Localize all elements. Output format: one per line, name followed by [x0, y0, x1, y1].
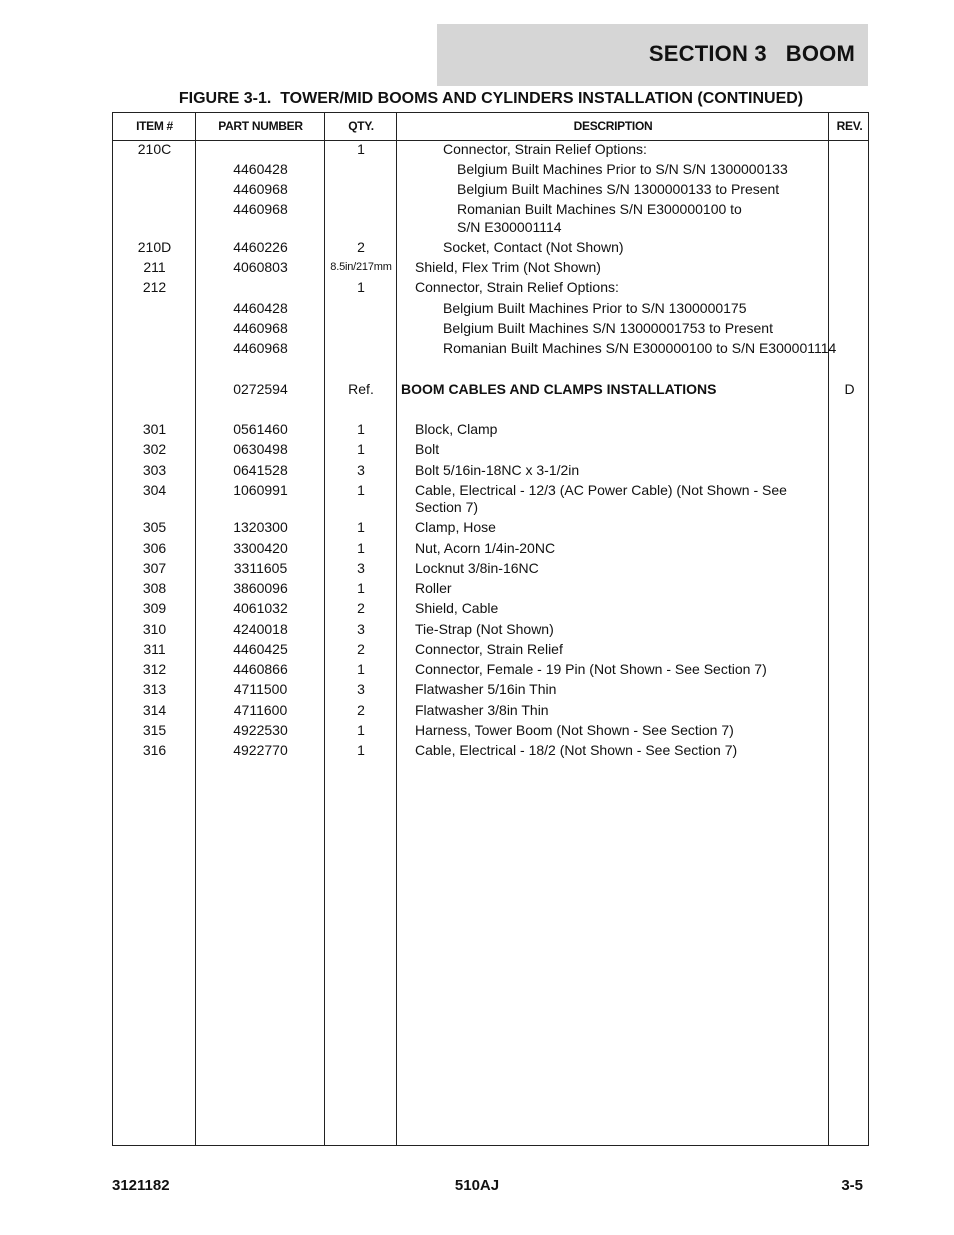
quantity: 1 [357, 519, 365, 535]
part-number: 1060991 [233, 482, 288, 498]
quantity: 3 [357, 462, 365, 478]
part-number: 3860096 [233, 580, 288, 596]
description: Connector, Female - 19 Pin (Not Shown - See Section 7) [415, 661, 767, 677]
parts-table [112, 112, 869, 1146]
item-number: 316 [142, 742, 167, 758]
item-number: 306 [142, 540, 167, 556]
description: Harness, Tower Boom (Not Shown - See Section 7) [415, 722, 734, 738]
quantity: 3 [357, 681, 365, 697]
item-number: 315 [142, 722, 167, 738]
quantity: 3 [357, 560, 365, 576]
footer-doc-number: 3121182 [112, 1177, 170, 1194]
quantity: 1 [357, 141, 365, 157]
part-number: 4460428 [233, 161, 288, 177]
column-header-qty: QTY. [348, 119, 374, 133]
item-number: 303 [142, 462, 167, 478]
description: Clamp, Hose [415, 519, 496, 535]
description: Flatwasher 3/8in Thin [415, 702, 549, 718]
part-number: 4061032 [233, 600, 288, 616]
quantity: 1 [357, 279, 365, 295]
part-number: 4460428 [233, 300, 288, 316]
footer-model: 510AJ [454, 1177, 500, 1194]
part-number: 0272594 [233, 381, 288, 397]
part-number: 4460968 [233, 201, 288, 217]
description: Belgium Built Machines Prior to S/N 1300000175 [443, 300, 747, 316]
description: Flatwasher 5/16in Thin [415, 681, 557, 697]
item-number: 301 [142, 421, 167, 437]
part-number: 0630498 [233, 441, 288, 457]
quantity: 2 [357, 702, 365, 718]
description: Bolt [415, 441, 440, 457]
quantity: 2 [357, 239, 365, 255]
part-number: 4460226 [233, 239, 288, 255]
description: Locknut 3/8in-16NC [415, 560, 539, 576]
description-continued: Section 7) [415, 499, 479, 515]
quantity: 8.5in/217mm [330, 261, 392, 273]
quantity: 1 [357, 482, 365, 498]
part-number: 4711500 [233, 681, 288, 697]
column-header-description: DESCRIPTION [573, 119, 653, 133]
quantity: 1 [357, 540, 365, 556]
item-number: 307 [142, 560, 167, 576]
section-title: SECTION 3 BOOM [648, 41, 855, 66]
description: Nut, Acorn 1/4in-20NC [415, 540, 556, 556]
item-number: 210D [137, 239, 172, 255]
item-number: 309 [142, 600, 167, 616]
description: BOOM CABLES AND CLAMPS INSTALLATIONS [401, 381, 717, 397]
description: Bolt 5/16in-18NC x 3-1/2in [415, 462, 580, 478]
part-number: 4711600 [233, 702, 288, 718]
item-number: 312 [142, 661, 167, 677]
column-header-part-number: PART NUMBER [218, 119, 303, 133]
description: Connector, Strain Relief Options: [415, 279, 619, 295]
part-number: 4922770 [233, 742, 288, 758]
item-number: 311 [143, 641, 166, 657]
part-number: 1320300 [233, 519, 288, 535]
description: Belgium Built Machines S/N 1300000133 to Present [457, 181, 780, 197]
item-number: 308 [142, 580, 167, 596]
item-number: 313 [142, 681, 167, 697]
figure-title: FIGURE 3-1. TOWER/MID BOOMS AND CYLINDERS INSTALLATION (CONTINUED) [178, 90, 804, 107]
quantity: 3 [357, 621, 365, 637]
item-number: 210C [137, 141, 172, 157]
part-number: 4060803 [233, 259, 288, 275]
part-number: 4240018 [233, 621, 288, 637]
description: Connector, Strain Relief [415, 641, 563, 657]
quantity: 2 [357, 641, 365, 657]
description: Belgium Built Machines Prior to S/N S/N 1300000133 [457, 161, 788, 177]
description: Shield, Cable [415, 600, 499, 616]
description: Belgium Built Machines S/N 13000001753 to Present [443, 320, 773, 336]
item-number: 314 [142, 702, 167, 718]
description: Roller [415, 580, 452, 596]
footer-page-number: 3-5 [841, 1177, 863, 1194]
description: Cable, Electrical - 12/3 (AC Power Cable) (Not Shown - See [415, 482, 787, 498]
item-number: 305 [142, 519, 167, 535]
quantity: Ref. [348, 381, 374, 397]
description: Block, Clamp [415, 421, 498, 437]
description: Socket, Contact (Not Shown) [443, 239, 624, 255]
part-number: 4460968 [233, 181, 288, 197]
part-number: 4460968 [233, 340, 288, 356]
revision: D [844, 381, 855, 397]
description: Tie-Strap (Not Shown) [415, 621, 554, 637]
description-continued: S/N E300001114 [457, 219, 562, 235]
part-number: 0561460 [233, 421, 288, 437]
item-number: 304 [142, 482, 167, 498]
part-number: 0641528 [233, 462, 288, 478]
description: Romanian Built Machines S/N E300000100 to S/N E300001114 [443, 340, 837, 356]
part-number: 4922530 [233, 722, 288, 738]
part-number: 4460425 [233, 641, 288, 657]
quantity: 1 [357, 441, 365, 457]
column-header-item: ITEM # [136, 119, 173, 133]
quantity: 2 [357, 600, 365, 616]
item-number: 211 [143, 259, 166, 275]
part-number: 4460866 [233, 661, 288, 677]
part-number: 3311605 [233, 560, 288, 576]
part-number: 3300420 [233, 540, 288, 556]
description: Shield, Flex Trim (Not Shown) [415, 259, 601, 275]
quantity: 1 [357, 722, 365, 738]
item-number: 212 [142, 279, 167, 295]
description: Connector, Strain Relief Options: [443, 141, 647, 157]
item-number: 302 [142, 441, 167, 457]
quantity: 1 [357, 661, 365, 677]
description: Romanian Built Machines S/N E300000100 to [457, 201, 742, 217]
quantity: 1 [357, 742, 365, 758]
part-number: 4460968 [233, 320, 288, 336]
section-header-band [437, 24, 868, 86]
item-number: 310 [142, 621, 167, 637]
quantity: 1 [357, 421, 365, 437]
quantity: 1 [357, 580, 365, 596]
column-divider [828, 113, 829, 1145]
column-header-rev: REV. [836, 119, 863, 133]
description: Cable, Electrical - 18/2 (Not Shown - See Section 7) [415, 742, 738, 758]
